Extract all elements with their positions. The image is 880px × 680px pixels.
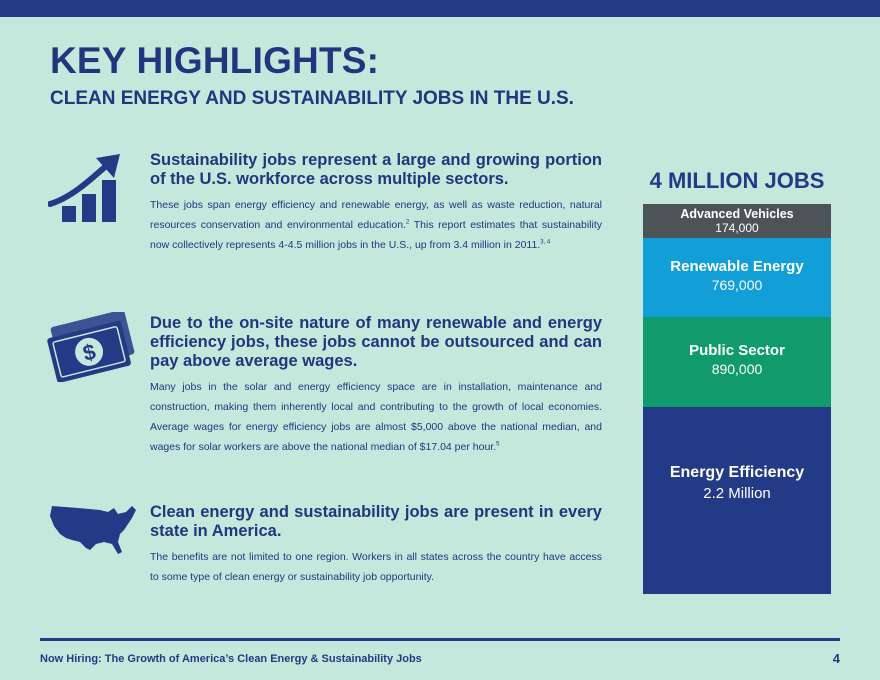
us-map-icon [48, 500, 140, 558]
section-body: Many jobs in the solar and energy efficiency space are in installation, maintenance and construction, making them inherently local and contributing to the growth of local economies. Average wages for energy efficiency jobs are almost $5,000 above the national median, and wages for solar workers are above the national median of $17.04 per hour.$^5$ [150, 381, 602, 453]
svg-text:$: $ [80, 338, 99, 366]
segment-label: Renewable Energy [670, 258, 804, 275]
segment-value: 174,000 [715, 221, 759, 235]
segment-label: Energy Efficiency [669, 464, 805, 481]
section-body: The benefits are not limited to one region. Workers in all states across the country have access to some type of clean energy or sustainability job opportunity. [150, 551, 602, 583]
dollar-bill-icon [46, 312, 138, 382]
growth-chart-icon [48, 152, 124, 224]
segment-label: Public Sector [689, 342, 785, 359]
jobs-stacked-bar [643, 204, 831, 594]
section-heading: Due to the on-site nature of many renewable and energy efficiency jobs, these jobs cannot be outsourced and can pay above average wages. [150, 314, 602, 370]
section-workforce [150, 151, 602, 255]
page-subtitle: CLEAN ENERGY AND SUSTAINABILITY JOBS IN THE U.S. [50, 88, 574, 109]
page-title: KEY HIGHLIGHTS: [50, 40, 380, 81]
section-body: These jobs span energy efficiency and renewable energy, as well as waste reduction, natural resources conservation and environmental education.$^2$ This report estimates that sustainability now collectively represents 4-4.5 million jobs in the U.S., up from 3.4 million in 2011.$^{3, 4}$ [150, 199, 602, 251]
segment-public-sector [643, 317, 831, 407]
section-heading: Sustainability jobs represent a large and growing portion of the U.S. workforce across multiple sectors. [150, 151, 602, 188]
footer-text: Now Hiring: The Growth of America’s Clean Energy & Sustainability Jobs [40, 653, 422, 665]
top-banner-bar [0, 0, 880, 17]
segment-value: 2.2 Million [703, 485, 771, 502]
section-wages [150, 314, 602, 457]
section-heading: Clean energy and sustainability jobs are present in every state in America. [150, 503, 602, 540]
segment-advanced-vehicles [643, 204, 831, 238]
page-number: 4 [832, 651, 840, 666]
segment-value: 890,000 [711, 361, 763, 377]
segment-label: Advanced Vehicles [680, 207, 794, 221]
jobs-total-title: 4 MILLION JOBS [649, 168, 825, 193]
section-every-state [150, 503, 602, 587]
segment-renewable-energy [643, 238, 831, 317]
footer-divider [40, 638, 840, 641]
segment-value: 769,000 [711, 277, 763, 293]
segment-energy-efficiency [643, 407, 831, 594]
